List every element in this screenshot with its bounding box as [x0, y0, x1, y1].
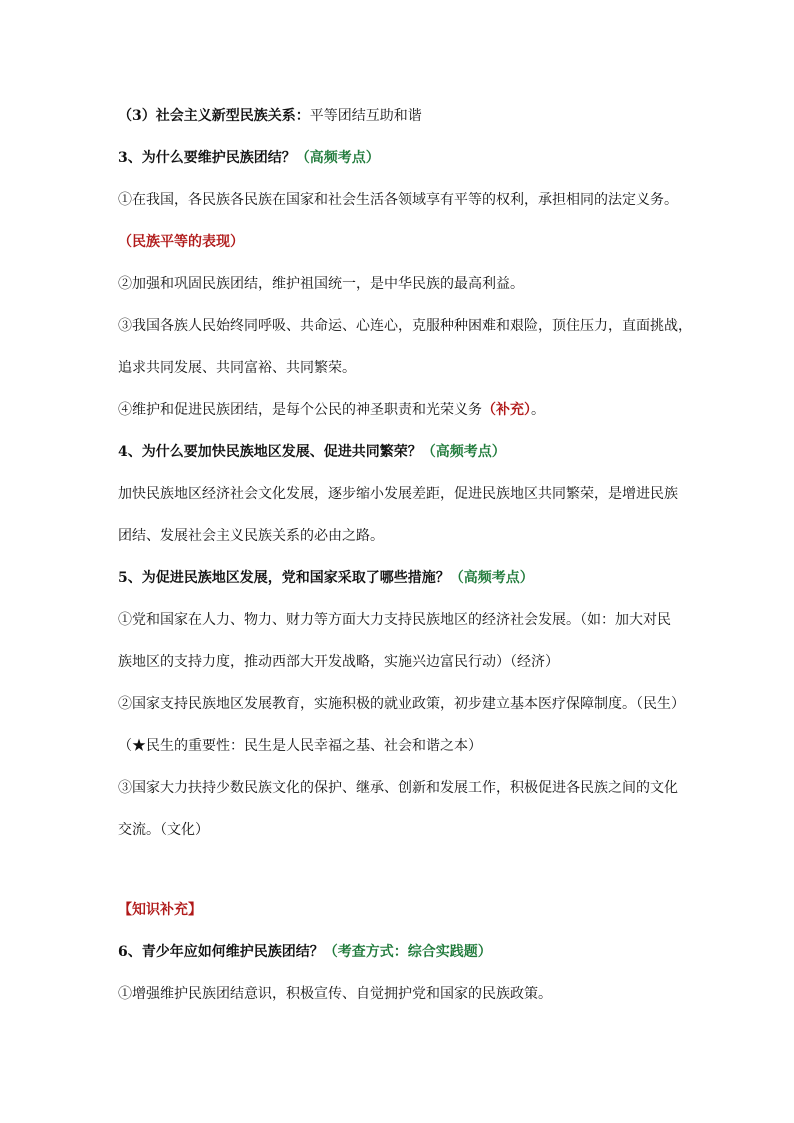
question-6-heading — [118, 942, 492, 962]
paragraph-text: ②加强和巩固民族团结，维护祖国统一，是中华民族的最高利益。 — [118, 276, 524, 292]
paragraph — [118, 274, 524, 294]
paragraph-text: ③我国各族人民始终同呼吸、共命运、心连心，克服种种困难和艰险，顶住压力，直面挑战， — [118, 318, 692, 334]
heading-label: （3）社会主义新型民族关系： — [118, 108, 310, 124]
paragraph-text: ②国家支持民族地区发展教育，实施积极的就业政策，初步建立基本医疗保障制度。（民生） — [118, 696, 685, 712]
question-title: 4、为什么要加快民族地区发展、促进共同繁荣？ — [118, 444, 422, 460]
supplement-tag: （补充） — [482, 402, 531, 418]
paragraph — [118, 484, 678, 504]
paragraph-text: （★民生的重要性：民生是人民幸福之基、社会和谐之本） — [118, 738, 482, 754]
paragraph-text: 交流。（文化） — [118, 822, 209, 838]
paragraph-text: ①党和国家在人力、物力、财力等方面大力支持民族地区的经济社会发展。（如：加大对民 — [118, 612, 671, 628]
paragraph — [118, 652, 559, 672]
knowledge-supplement-label — [118, 900, 202, 920]
question-5-heading — [118, 568, 534, 588]
exam-method-tag: （考查方式：综合实践题） — [323, 944, 492, 960]
paragraph-text: ③国家大力扶持少数民族文化的保护、继承、创新和发展工作，积极促进各民族之间的文化 — [118, 780, 678, 796]
question-title: 6、青少年应如何维护民族团结？ — [118, 944, 324, 960]
paragraph — [118, 400, 545, 420]
question-3-heading — [118, 148, 380, 168]
paragraph — [118, 526, 384, 546]
paragraph-end: 。 — [531, 402, 545, 418]
note-text: （民族平等的表现） — [118, 234, 244, 250]
equality-note — [118, 232, 244, 252]
paragraph-text: 加快民族地区经济社会文化发展，逐步缩小发展差距，促进民族地区共同繁荣，是增进民族 — [118, 486, 678, 502]
paragraph-text: 追求共同发展、共同富裕、共同繁荣。 — [118, 360, 356, 376]
paragraph-text: ①在我国，各民族各民族在国家和社会生活各领域享有平等的权利，承担相同的法定义务。 — [118, 192, 678, 208]
paragraph — [118, 190, 678, 210]
supplement-label-text: 【知识补充】 — [118, 902, 202, 918]
paragraph — [118, 778, 678, 798]
paragraph — [118, 694, 685, 714]
section-heading-ethnic-relations — [118, 106, 422, 126]
paragraph-text: ④维护和促进民族团结，是每个公民的神圣职责和光荣义务 — [118, 402, 482, 418]
paragraph-text: ①增强维护民族团结意识，积极宣传、自觉拥护党和国家的民族政策。 — [118, 986, 552, 1002]
paragraph-text: 族地区的支持力度，推动西部大开发战略，实施兴边富民行动）（经济） — [118, 654, 559, 670]
paragraph-text: 团结、发展社会主义民族关系的必由之路。 — [118, 528, 384, 544]
paragraph — [118, 358, 356, 378]
paragraph — [118, 984, 552, 1004]
high-frequency-tag: （高频考点） — [295, 150, 380, 166]
high-frequency-tag: （高频考点） — [449, 570, 534, 586]
high-frequency-tag: （高频考点） — [421, 444, 506, 460]
paragraph — [118, 610, 671, 630]
question-title: 5、为促进民族地区发展，党和国家采取了哪些措施？ — [118, 570, 450, 586]
paragraph — [118, 820, 209, 840]
paragraph — [118, 316, 692, 336]
question-title: 3、为什么要维护民族团结？ — [118, 150, 296, 166]
heading-value: 平等团结互助和谐 — [309, 108, 422, 124]
question-4-heading — [118, 442, 506, 462]
paragraph — [118, 736, 482, 756]
